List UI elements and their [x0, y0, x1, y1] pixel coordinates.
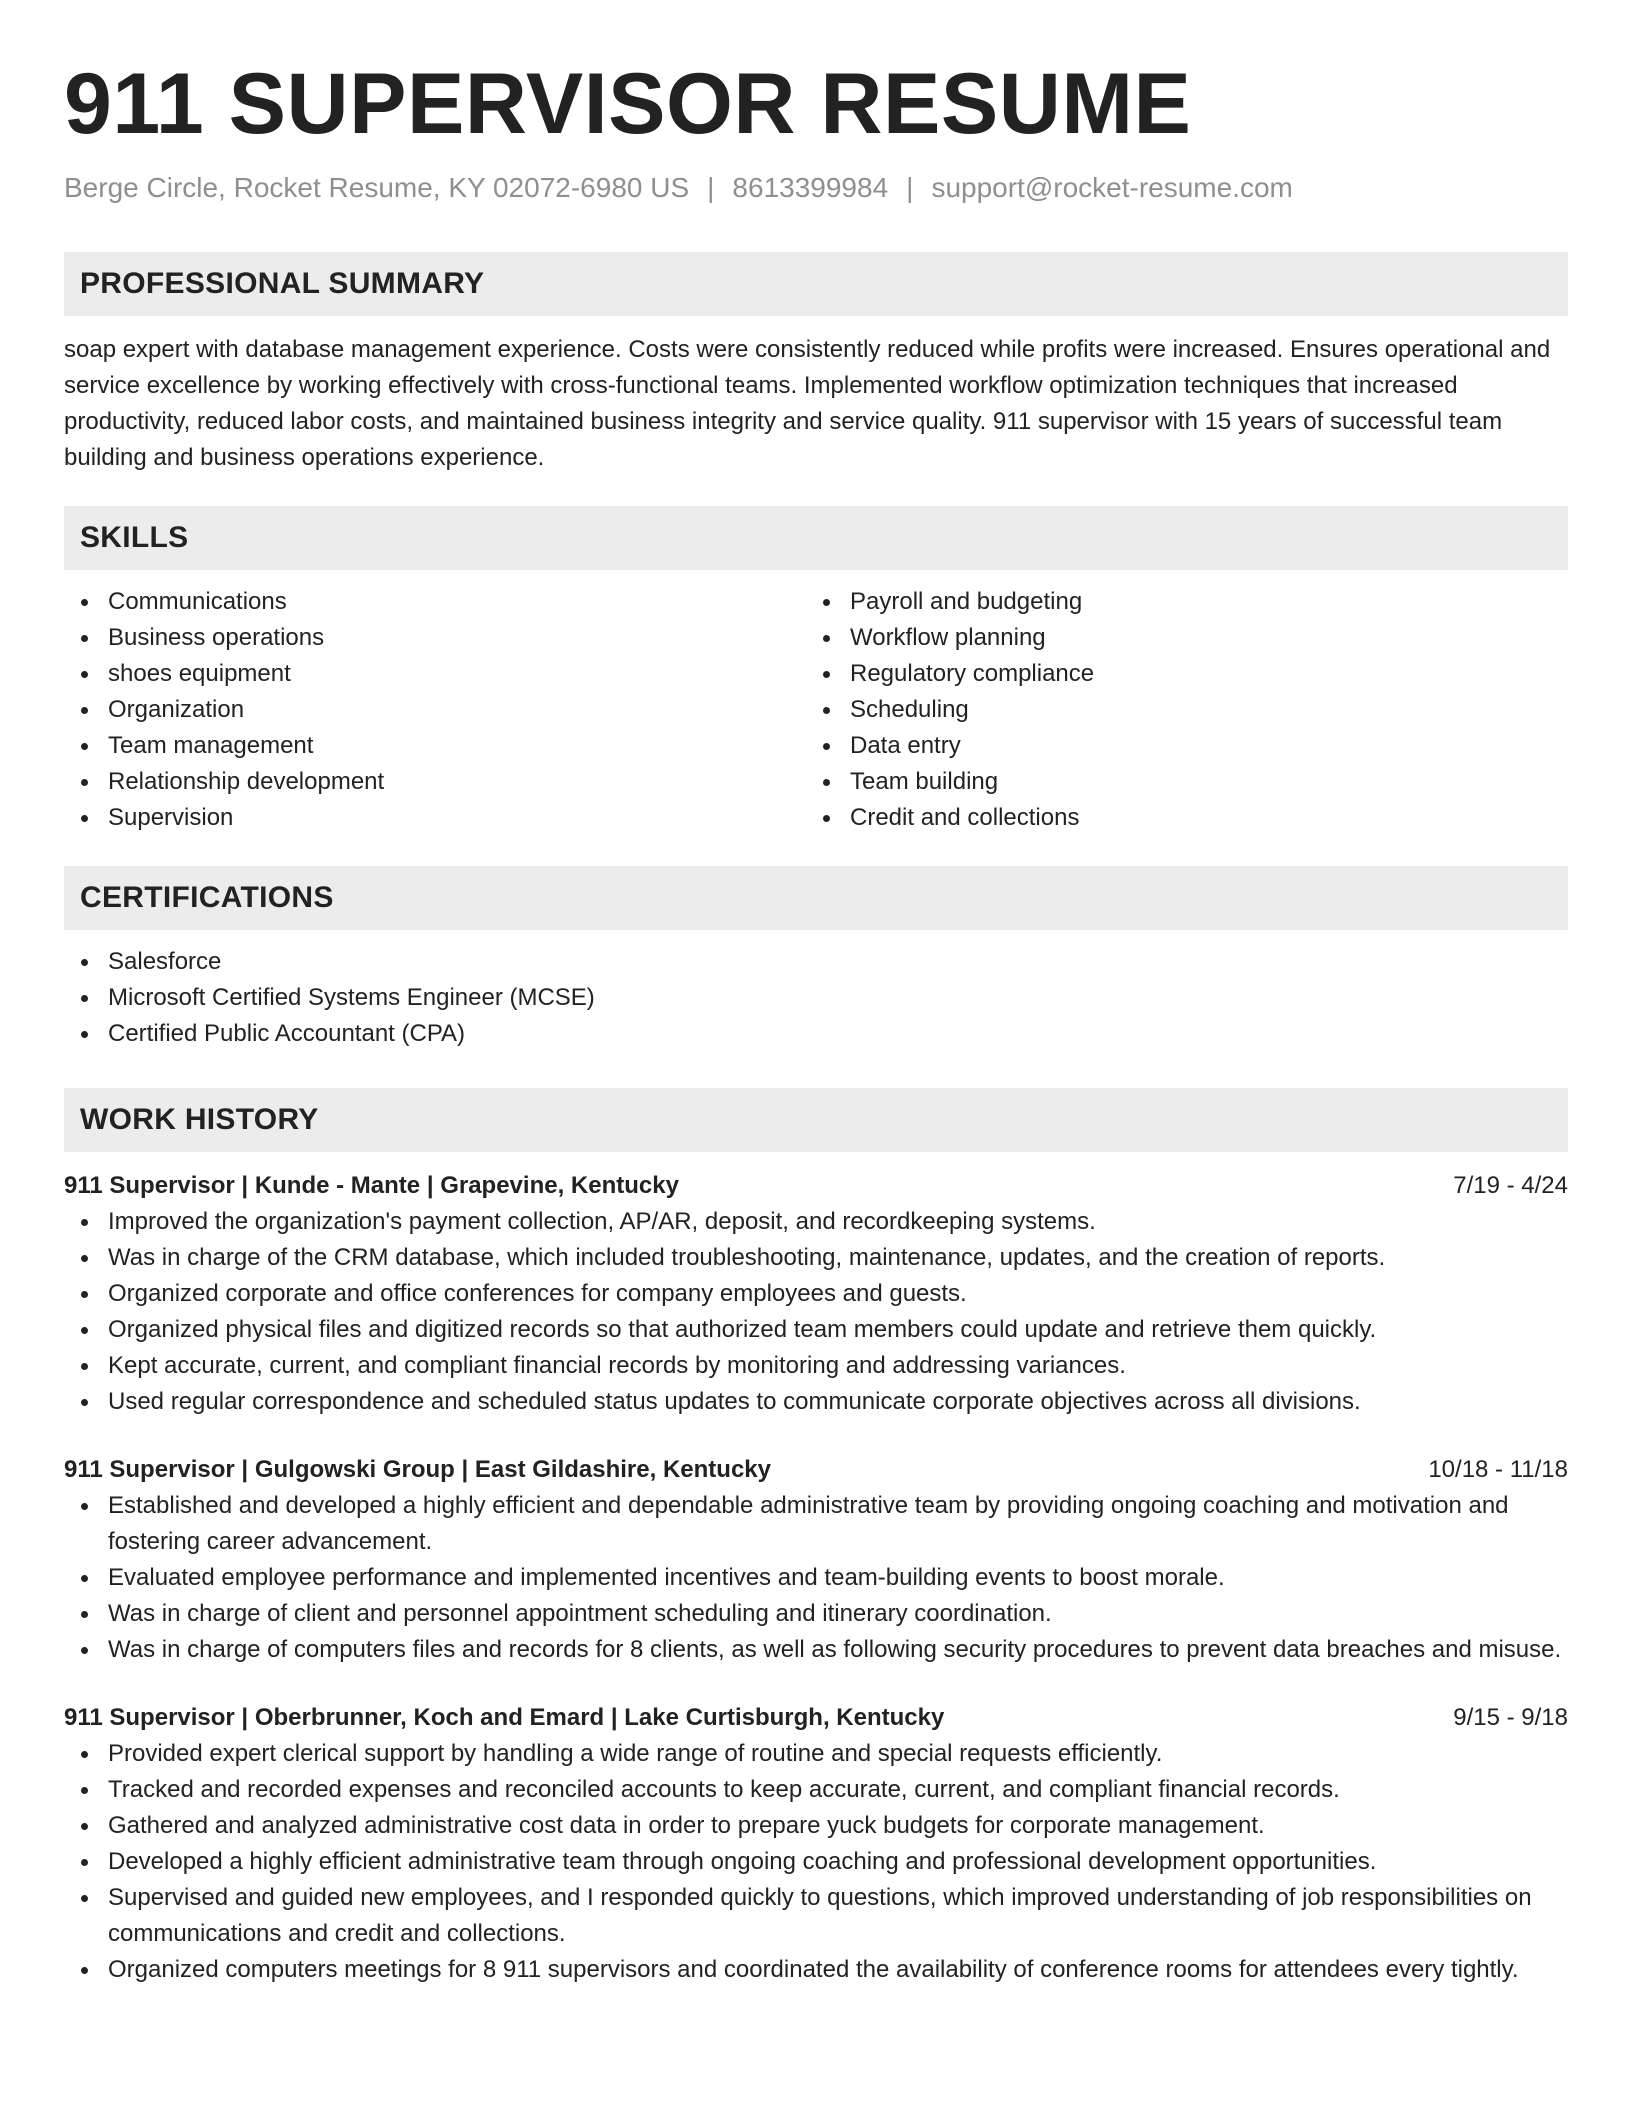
job-bullet: Gathered and analyzed administrative cost data in order to prepare yuck budgets for corporate management. [64, 1808, 1568, 1844]
skill-item: Supervision [64, 800, 806, 836]
job-header [64, 1168, 1568, 1204]
skills-section [64, 506, 1568, 836]
contact-address: Berge Circle, Rocket Resume, KY 02072-6980 US [64, 172, 690, 203]
job-entry [64, 1700, 1568, 1988]
contact-phone: 8613399984 [732, 172, 889, 203]
job-bullet: Supervised and guided new employees, and I responded quickly to questions, which improved understanding of job responsibilities on communications and credit and collections. [64, 1880, 1568, 1952]
skill-item: Scheduling [806, 692, 1548, 728]
skills-heading: SKILLS [64, 506, 1568, 570]
skill-item: Credit and collections [806, 800, 1548, 836]
skill-item: Workflow planning [806, 620, 1548, 656]
skill-item: Relationship development [64, 764, 806, 800]
job-header [64, 1700, 1568, 1736]
work-history-heading: WORK HISTORY [64, 1088, 1568, 1152]
job-bullet: Organized physical files and digitized records so that authorized team members could update and retrieve them quickly. [64, 1312, 1568, 1348]
job-bullet: Evaluated employee performance and implemented incentives and team-building events to boost morale. [64, 1560, 1568, 1596]
job-title: 911 Supervisor | Oberbrunner, Koch and Emard | Lake Curtisburgh, Kentucky [64, 1704, 945, 1731]
job-header [64, 1452, 1568, 1488]
skill-item: Business operations [64, 620, 806, 656]
skill-item: Team management [64, 728, 806, 764]
skill-item: shoes equipment [64, 656, 806, 692]
skills-grid [64, 584, 1568, 836]
contact-email[interactable]: support@rocket-resume.com [931, 172, 1293, 203]
certifications-list [64, 944, 1568, 1052]
summary-text: soap expert with database management experience. Costs were consistently reduced while profits were increased. Ensures operational and service excellence by working effectively with cross-functional teams. Implemented workflow optimization techniques that increased productivity, reduced labor costs, and maintained business integrity and service quality. 911 supervisor with 15 years of successful team building and business operations experience. [64, 336, 1551, 471]
skills-list-left [64, 584, 806, 836]
resume-title: 911 SUPERVISOR RESUME [64, 56, 1192, 152]
job-bullet: Provided expert clerical support by handling a wide range of routine and special requests efficiently. [64, 1736, 1568, 1772]
skill-item: Payroll and budgeting [806, 584, 1548, 620]
summary-section [64, 252, 1568, 476]
job-dates: 7/19 - 4/24 [1453, 1172, 1568, 1199]
certification-item: Certified Public Accountant (CPA) [64, 1016, 1568, 1052]
job-bullet: Organized computers meetings for 8 911 supervisors and coordinated the availability of conference rooms for attendees every tightly. [64, 1952, 1568, 1988]
job-bullet: Kept accurate, current, and compliant financial records by monitoring and addressing variances. [64, 1348, 1568, 1384]
job-dates: 10/18 - 11/18 [1428, 1456, 1568, 1483]
contact-line [64, 170, 1568, 206]
job-bullet: Improved the organization's payment collection, AP/AR, deposit, and recordkeeping systems. [64, 1204, 1568, 1240]
skill-item: Team building [806, 764, 1548, 800]
job-bullets [64, 1204, 1568, 1420]
summary-heading: PROFESSIONAL SUMMARY [64, 252, 1568, 316]
contact-separator: | [707, 172, 715, 203]
job-bullets [64, 1736, 1568, 1988]
skill-item: Data entry [806, 728, 1548, 764]
job-bullet: Developed a highly efficient administrative team through ongoing coaching and professional development opportunities. [64, 1844, 1568, 1880]
job-bullet: Established and developed a highly efficient and dependable administrative team by providing ongoing coaching and motivation and fostering career advancement. [64, 1488, 1568, 1560]
skills-list-right [806, 584, 1548, 836]
job-entry [64, 1452, 1568, 1668]
certifications-section [64, 866, 1568, 1052]
job-title: 911 Supervisor | Gulgowski Group | East Gildashire, Kentucky [64, 1456, 771, 1483]
certifications-heading: CERTIFICATIONS [64, 866, 1568, 930]
work-history-section [64, 1088, 1568, 1988]
job-bullet: Was in charge of client and personnel appointment scheduling and itinerary coordination. [64, 1596, 1568, 1632]
skill-item: Communications [64, 584, 806, 620]
skill-item: Regulatory compliance [806, 656, 1548, 692]
job-bullet: Tracked and recorded expenses and reconciled accounts to keep accurate, current, and compliant financial records. [64, 1772, 1568, 1808]
job-bullet: Was in charge of computers files and records for 8 clients, as well as following security procedures to prevent data breaches and misuse. [64, 1632, 1568, 1668]
job-bullet: Organized corporate and office conferences for company employees and guests. [64, 1276, 1568, 1312]
job-bullets [64, 1488, 1568, 1668]
job-bullet: Used regular correspondence and scheduled status updates to communicate corporate objectives across all divisions. [64, 1384, 1568, 1420]
resume-page [64, 56, 1568, 1988]
job-entry [64, 1168, 1568, 1420]
job-title: 911 Supervisor | Kunde - Mante | Grapevine, Kentucky [64, 1172, 679, 1199]
certification-item: Microsoft Certified Systems Engineer (MCSE) [64, 980, 1568, 1016]
skill-item: Organization [64, 692, 806, 728]
job-bullet: Was in charge of the CRM database, which included troubleshooting, maintenance, updates, and the creation of reports. [64, 1240, 1568, 1276]
job-dates: 9/15 - 9/18 [1453, 1704, 1568, 1731]
certification-item: Salesforce [64, 944, 1568, 980]
contact-separator: | [906, 172, 914, 203]
